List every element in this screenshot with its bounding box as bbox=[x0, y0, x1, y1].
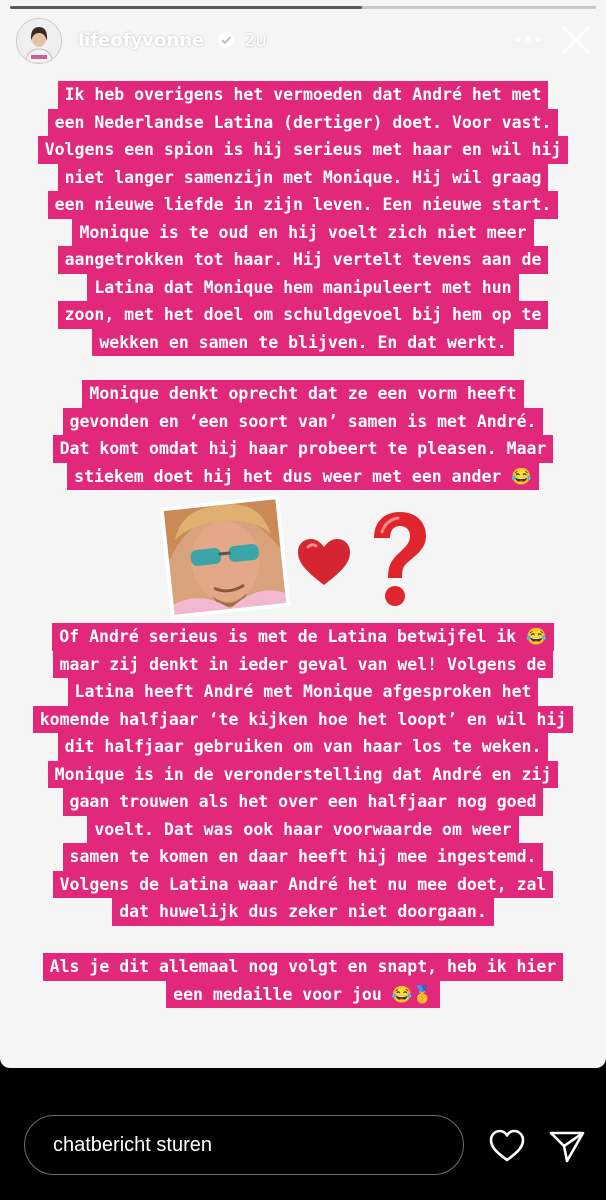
story-text: wekken en samen te blijven. En dat werkt. bbox=[92, 329, 513, 357]
story-text: Of André serieus is met de Latina betwijfel ik 😂 bbox=[52, 623, 553, 651]
story-text-line bbox=[0, 761, 606, 789]
story-text: Latina dat Monique hem manipuleert met hun bbox=[87, 274, 518, 302]
red-question-mark-icon bbox=[366, 508, 430, 612]
story-text: Monique denkt oprecht dat ze een vorm heeft bbox=[82, 380, 523, 408]
story-text: Ik heb overigens het vermoeden dat André het met bbox=[58, 81, 549, 109]
story-text-line bbox=[0, 219, 606, 247]
red-heart-icon bbox=[296, 537, 352, 589]
story-text: een medaille voor jou 😂🥇 bbox=[166, 981, 440, 1009]
more-options-icon[interactable] bbox=[510, 24, 546, 54]
story-text-block-4 bbox=[0, 953, 606, 1008]
username[interactable]: lifeofyvonne bbox=[78, 30, 205, 51]
close-icon[interactable] bbox=[560, 24, 592, 56]
story-text-line bbox=[0, 953, 606, 981]
story-text-line bbox=[0, 678, 606, 706]
story-text: Monique is in de veronderstelling dat André en zij bbox=[48, 761, 559, 789]
story-text-line bbox=[0, 81, 606, 109]
man-with-sunglasses-photo bbox=[157, 495, 293, 619]
story-text-block-1 bbox=[0, 81, 606, 356]
story-text-line bbox=[0, 898, 606, 926]
story-text: een Nederlandse Latina (dertiger) doet. Voor vast. bbox=[48, 109, 559, 137]
story-text-line bbox=[0, 981, 606, 1009]
story-text: Volgens de Latina waar André het nu mee doet, zal bbox=[53, 871, 554, 899]
story-text: gaan trouwen als het over een halfjaar nog goed bbox=[63, 788, 544, 816]
story-text-line bbox=[0, 788, 606, 816]
story-text-line bbox=[0, 871, 606, 899]
story-text-line bbox=[0, 301, 606, 329]
story-text-line bbox=[0, 706, 606, 734]
story-text: Dat komt omdat hij haar probeert te pleasen. Maar bbox=[53, 435, 554, 463]
story-text: dit halfjaar gebruiken om van haar los te weken. bbox=[58, 733, 549, 761]
heart-outline-icon[interactable] bbox=[488, 1128, 526, 1164]
story-header bbox=[16, 16, 590, 64]
story-text-line bbox=[0, 733, 606, 761]
story-text-line bbox=[0, 651, 606, 679]
story-text-block-2 bbox=[0, 380, 606, 490]
story-text: Volgens een spion is hij serieus met haar en wil hij bbox=[38, 136, 569, 164]
avatar[interactable] bbox=[16, 18, 62, 64]
story-text: komende halfjaar ‘te kijken hoe het loopt’ en wil hij bbox=[33, 706, 574, 734]
story-text: een nieuwe liefde in zijn leven. Een nieuwe start. bbox=[48, 191, 559, 219]
reply-placeholder: chatbericht sturen bbox=[53, 1134, 212, 1156]
story-text-line bbox=[0, 435, 606, 463]
story-text-line bbox=[0, 408, 606, 436]
story-text-line bbox=[0, 623, 606, 651]
story-text-line bbox=[0, 136, 606, 164]
verified-badge-icon bbox=[217, 31, 235, 49]
story-text-line bbox=[0, 246, 606, 274]
story-text-line bbox=[0, 109, 606, 137]
story-text-line bbox=[0, 191, 606, 219]
post-time: 2u bbox=[244, 30, 267, 51]
story-text: voelt. Dat was ook haar voorwaarde om weer bbox=[87, 816, 518, 844]
story-text-line bbox=[0, 816, 606, 844]
story-progress-fill bbox=[10, 6, 362, 9]
story-text-line bbox=[0, 843, 606, 871]
story-text: zoon, met het doel om schuldgevoel bij hem op te bbox=[58, 301, 549, 329]
story-text: dat huwelijk dus zeker niet doorgaan. bbox=[112, 898, 494, 926]
story-text-line bbox=[0, 274, 606, 302]
story-progress-bar bbox=[10, 6, 596, 9]
story-text: samen te komen en daar heeft hij mee ingestemd. bbox=[63, 843, 544, 871]
story-text-line bbox=[0, 164, 606, 192]
story-text-line bbox=[0, 380, 606, 408]
reply-input[interactable] bbox=[24, 1115, 464, 1175]
story-text: Latina heeft André met Monique afgesproken het bbox=[68, 678, 539, 706]
story-text: Als je dit allemaal nog volgt en snapt, heb ik hier bbox=[43, 953, 564, 981]
story-text-block-3 bbox=[0, 623, 606, 926]
story-text: maar zij denkt in ieder geval van wel! Volgens de bbox=[53, 651, 554, 679]
story-text: aangetrokken tot haar. Hij vertelt tevens aan de bbox=[58, 246, 549, 274]
story-text: stiekem doet hij het dus weer met een ander 😂 bbox=[67, 463, 539, 491]
story-text-line bbox=[0, 463, 606, 491]
story-text: Monique is te oud en hij voelt zich niet meer bbox=[72, 219, 533, 247]
story-text: niet langer samenzijn met Monique. Hij wil graag bbox=[58, 164, 549, 192]
story-text: gevonden en ‘een soort van’ samen is met André. bbox=[63, 408, 544, 436]
paper-plane-icon[interactable] bbox=[548, 1128, 586, 1164]
story-text-line bbox=[0, 329, 606, 357]
